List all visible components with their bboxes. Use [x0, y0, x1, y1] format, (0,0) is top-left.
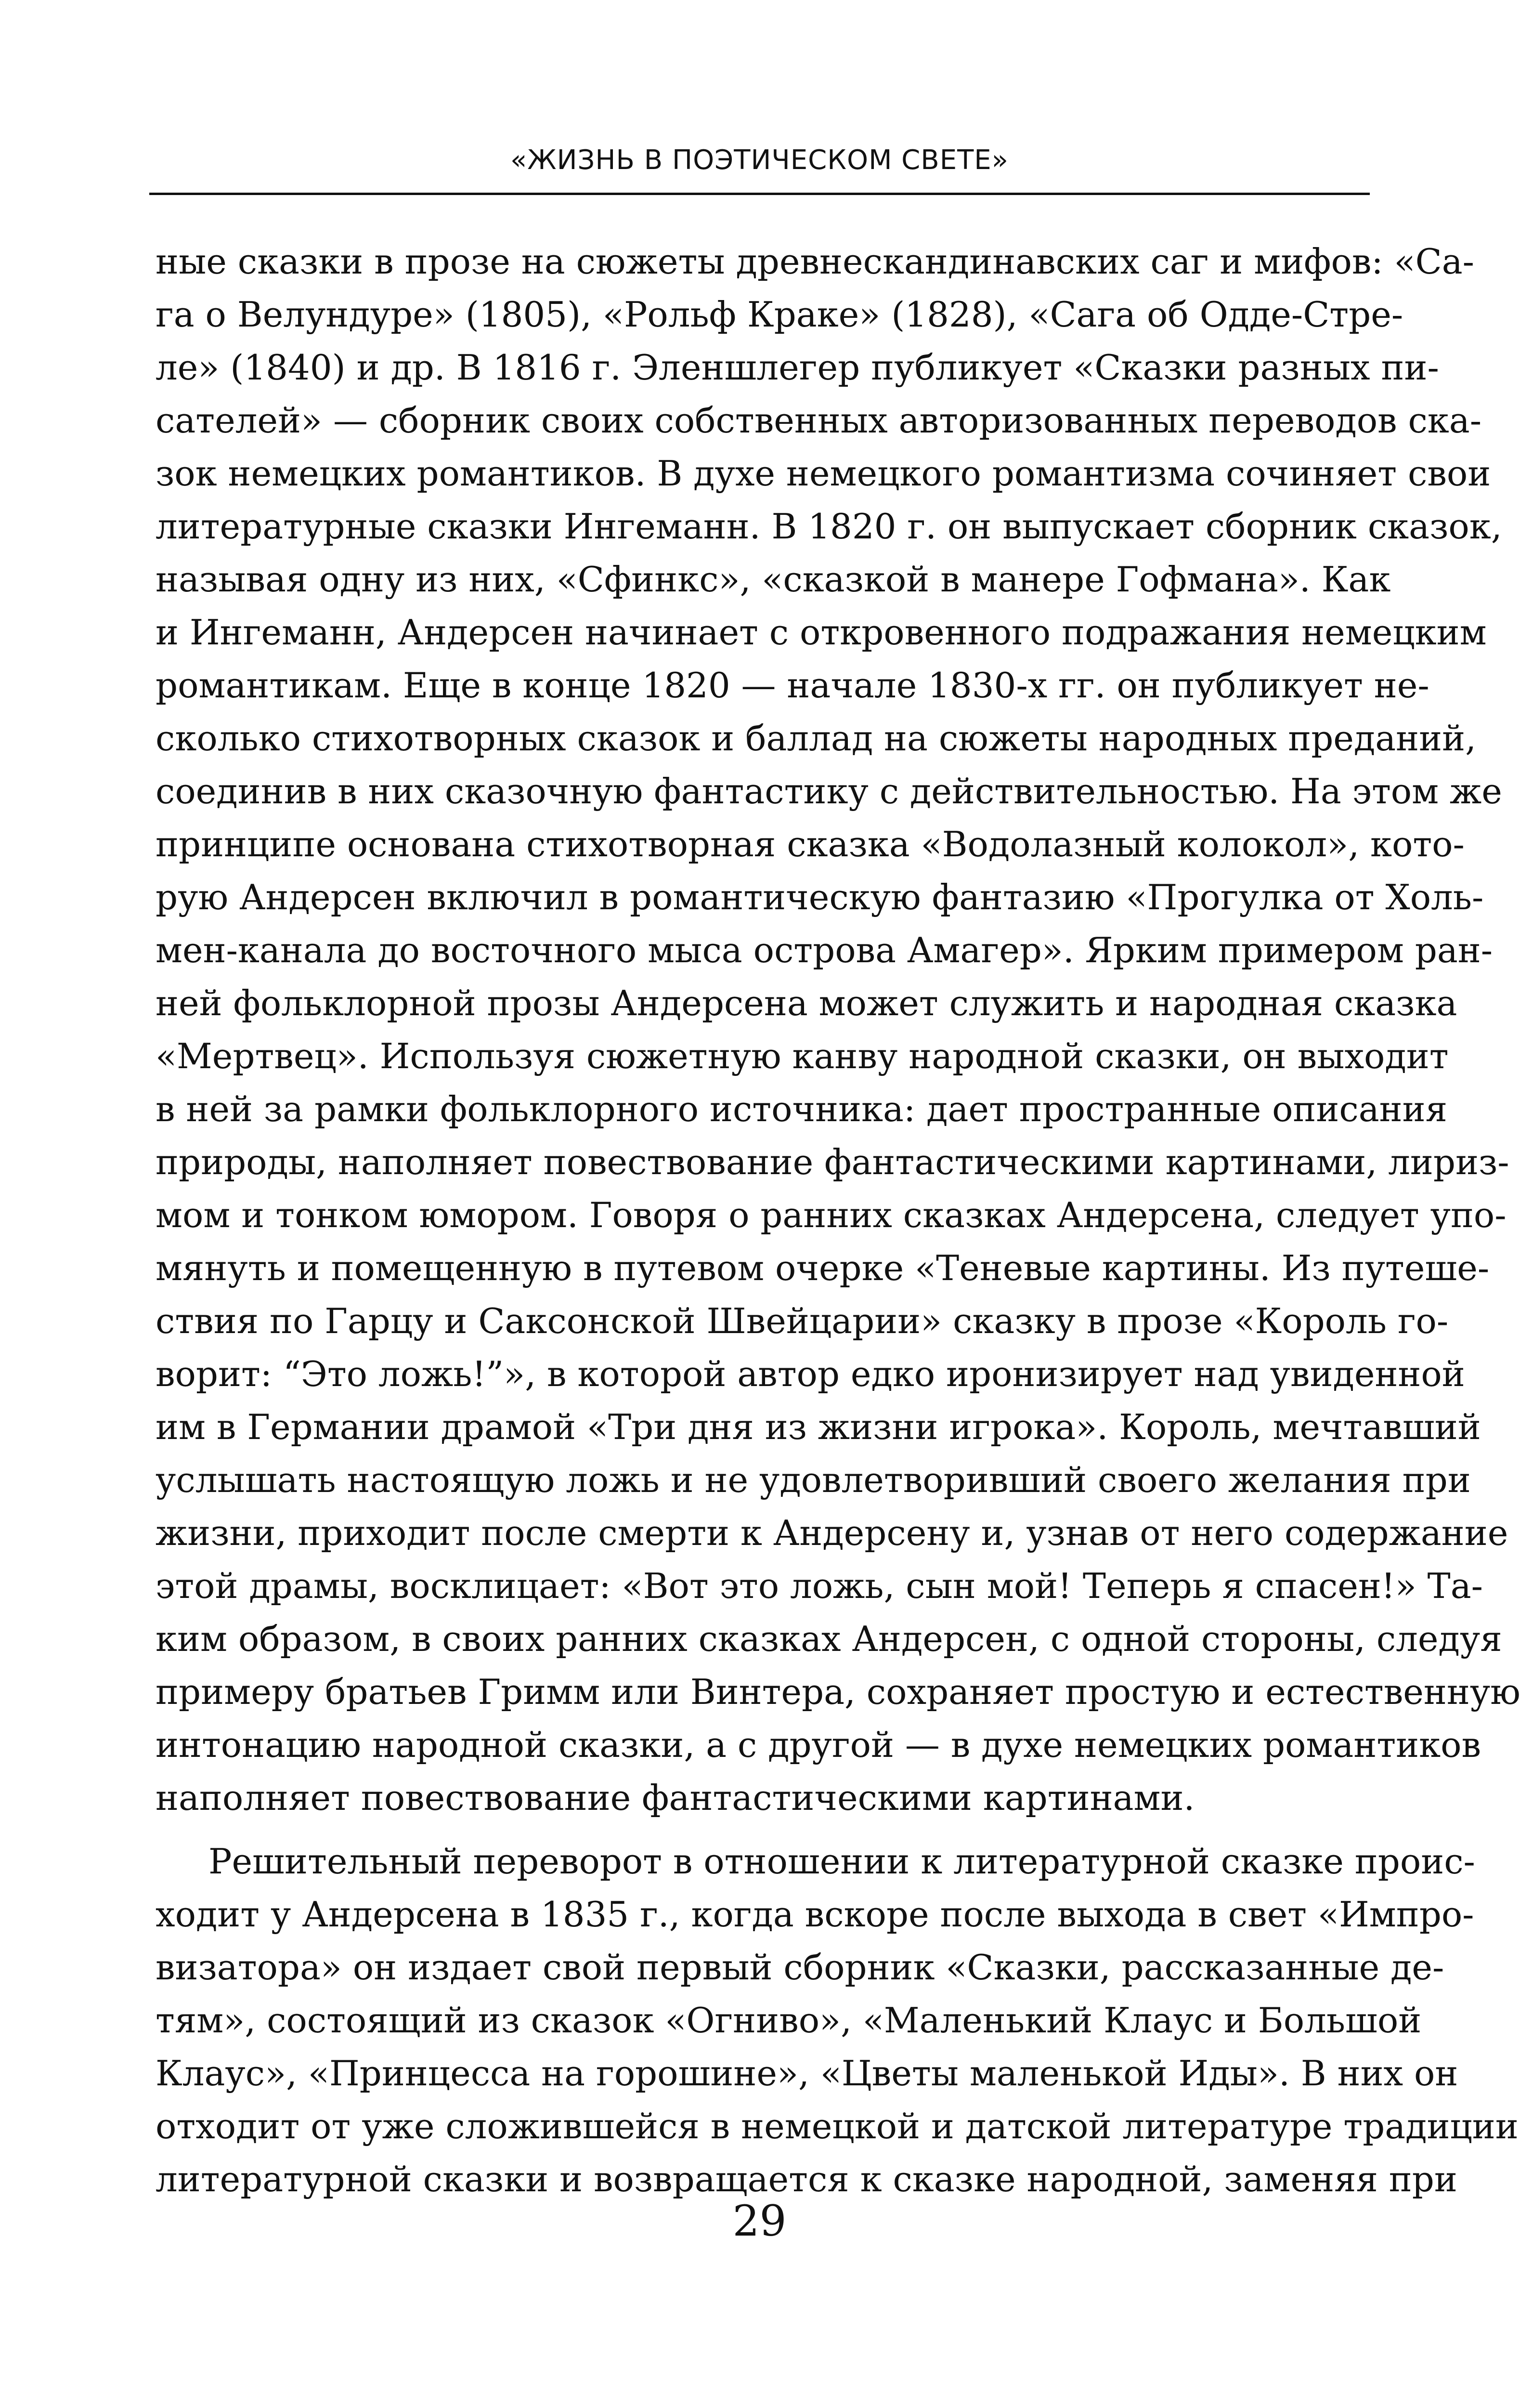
text-line: литературной сказки и возвращается к сказке народной, заменяя при [156, 2159, 1457, 2199]
text-line: отходит от уже сложившейся в немецкой и датской литературе традиции [156, 2106, 1519, 2146]
text-line: мом и тонком юмором. Говоря о ранних сказках Андерсена, следует упо- [156, 1195, 1507, 1235]
text-line: ким образом, в своих ранних сказках Андерсен, с одной стороны, следуя [156, 1619, 1502, 1659]
paragraph-gap [156, 1824, 1369, 1835]
page-number: 29 [732, 2196, 787, 2246]
header-rule [149, 193, 1370, 195]
text-line: в ней за рамки фольклорного источника: дает пространные описания [156, 1089, 1448, 1129]
text-line: примеру братьев Гримм или Винтера, сохраняет простую и естественную [156, 1672, 1520, 1712]
running-header: «ЖИЗНЬ В ПОЭТИЧЕСКОМ СВЕТЕ» [510, 144, 1009, 176]
text-line: ворит: “Это ложь!”», в которой автор едко иронизирует над увиденной [156, 1354, 1465, 1394]
text-line: жизни, приходит после смерти к Андерсену и, узнав от него содержание [156, 1513, 1508, 1553]
text-line: ходит у Андерсена в 1835 г., когда вскоре после выхода в свет «Импро- [156, 1894, 1474, 1935]
paragraph-1 [156, 235, 1520, 1824]
text-line: ле» (1840) и др. В 1816 г. Эленшлегер публикует «Сказки разных пи- [156, 347, 1439, 388]
text-line: этой драмы, восклицает: «Вот это ложь, сын мой! Теперь я спасен!» Та- [156, 1566, 1483, 1606]
text-line: зок немецких романтиков. В духе немецкого романтизма сочиняет свои [156, 453, 1491, 494]
text-line: визатора» он издает свой первый сборник «Сказки, рассказанные де- [156, 1947, 1444, 1988]
text-line: га о Велундуре» (1805), «Рольф Краке» (1828), «Сага об Одде-Стре- [156, 294, 1403, 335]
text-line: им в Германии драмой «Три дня из жизни игрока». Король, мечтавший [156, 1407, 1481, 1447]
text-line: сателей» — сборник своих собственных авторизованных переводов ска- [156, 400, 1482, 441]
text-line: ствия по Гарцу и Саксонской Швейцарии» сказку в прозе «Король го- [156, 1301, 1449, 1341]
text-line: «Мертвец». Используя сюжетную канву народной сказки, он выходит [156, 1036, 1449, 1076]
text-line: услышать настоящую ложь и не удовлетворивший своего желания при [156, 1460, 1471, 1500]
text-line: литературные сказки Ингеманн. В 1820 г. он выпускает сборник сказок, [156, 506, 1502, 547]
text-line: Решительный переворот в отношении к литературной сказке проис- [208, 1841, 1475, 1882]
page-body [156, 235, 1520, 2206]
text-line: ные сказки в прозе на сюжеты древнескандинавских саг и мифов: «Са- [156, 241, 1474, 282]
paragraph-2 [156, 1835, 1519, 2206]
text-line: романтикам. Еще в конце 1820 — начале 1830-х гг. он публикует не- [156, 665, 1429, 706]
text-line: и Ингеманн, Андерсен начинает с откровенного подражания немецким [156, 612, 1487, 653]
text-line: называя одну из них, «Сфинкс», «сказкой в манере Гофмана». Как [156, 559, 1391, 600]
text-line: природы, наполняет повествование фантастическими картинами, лириз- [156, 1142, 1509, 1182]
text-line: мянуть и помещенную в путевом очерке «Теневые картины. Из путеше- [156, 1248, 1490, 1288]
text-line: Клаус», «Принцесса на горошине», «Цветы маленькой Иды». В них он [156, 2053, 1458, 2094]
text-line: сколько стихотворных сказок и баллад на сюжеты народных преданий, [156, 718, 1476, 759]
text-line: соединив в них сказочную фантастику с действительностью. На этом же [156, 771, 1502, 811]
text-line: тям», состоящий из сказок «Огниво», «Маленький Клаус и Большой [156, 2000, 1422, 2041]
text-line: рую Андерсен включил в романтическую фантазию «Прогулка от Холь- [156, 877, 1484, 917]
text-line: наполняет повествование фантастическими картинами. [156, 1778, 1195, 1818]
text-line: мен-канала до восточного мыса острова Амагер». Ярким примером ран- [156, 930, 1493, 970]
text-line: интонацию народной сказки, а с другой — в духе немецких романтиков [156, 1725, 1481, 1765]
text-line: принципе основана стихотворная сказка «Водолазный колокол», кото- [156, 824, 1465, 864]
text-line: ней фольклорной прозы Андерсена может служить и народная сказка [156, 983, 1457, 1023]
